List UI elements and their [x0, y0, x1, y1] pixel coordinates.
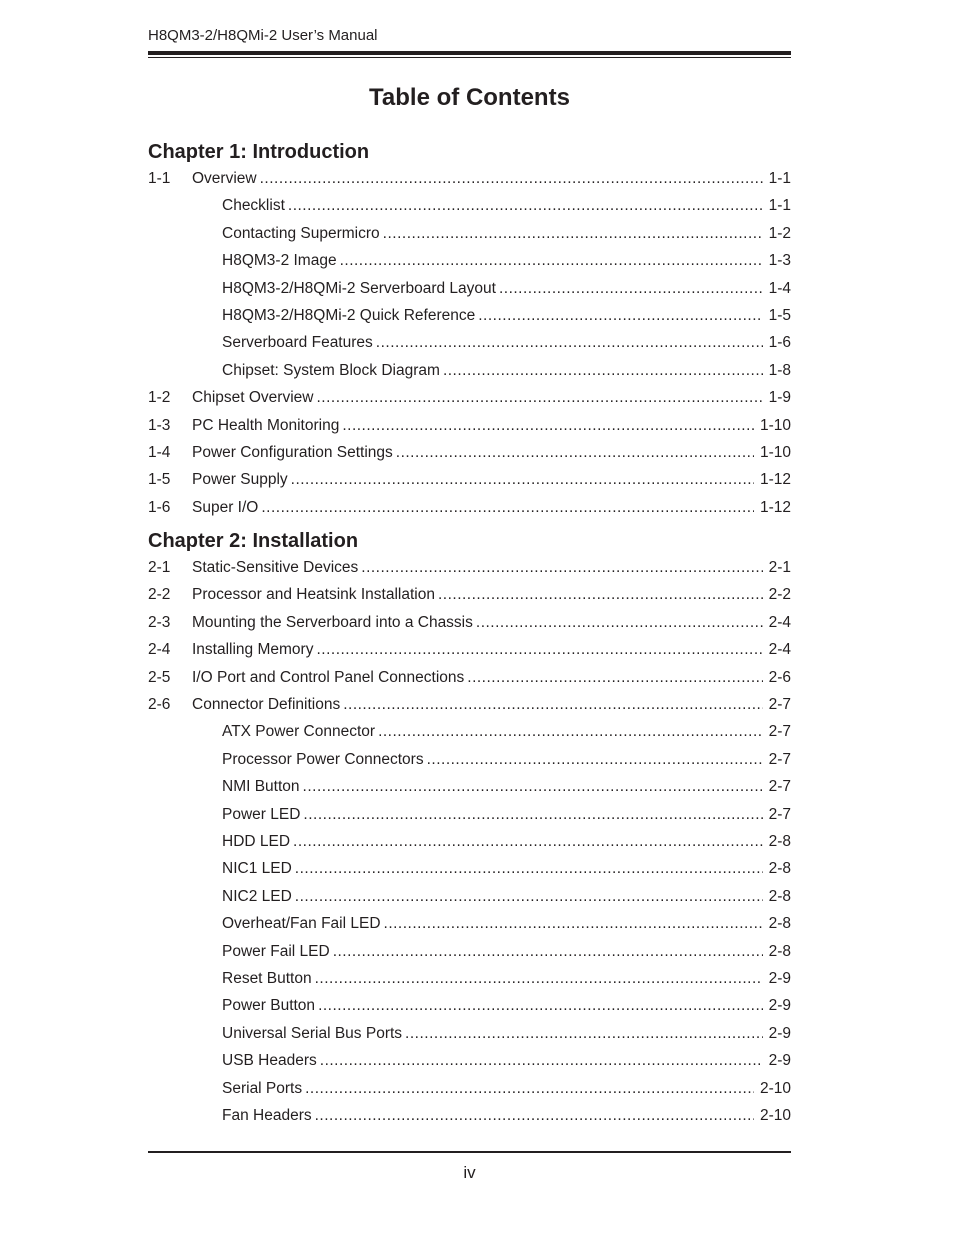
toc-subsection-entry[interactable] [148, 915, 791, 939]
toc-section-entry[interactable] [148, 614, 791, 638]
entry-label: H8QM3-2/H8QMi-2 Quick Reference [222, 307, 476, 324]
page-title: Table of Contents [369, 84, 570, 111]
section-number: 1-6 [148, 498, 171, 516]
header-rule-thin [148, 57, 791, 58]
toc-section-entry[interactable] [148, 696, 791, 720]
entry-page-ref: 1-12 [759, 498, 791, 516]
dot-leader [318, 997, 763, 1015]
dot-leader [288, 197, 763, 215]
entry-page-ref: 1-8 [768, 361, 791, 379]
toc-subsection-entry[interactable] [148, 997, 791, 1021]
entry-page-ref: 2-6 [768, 668, 791, 686]
entry-page-ref: 1-9 [768, 389, 791, 407]
entry-page-ref: 2-2 [768, 586, 791, 604]
entry-page-ref: 1-3 [768, 252, 791, 270]
dot-leader [295, 888, 763, 906]
section-number: 2-2 [148, 586, 171, 604]
dot-leader [396, 444, 754, 462]
entry-label: Connector Definitions [192, 696, 341, 713]
dot-leader [499, 280, 763, 298]
entry-page-ref: 1-10 [759, 416, 791, 434]
toc-section-entry[interactable] [148, 471, 791, 495]
entry-page-ref: 2-1 [768, 559, 791, 576]
toc-subsection-entry[interactable] [148, 1025, 791, 1049]
toc-section-entry[interactable] [148, 499, 791, 523]
toc-section-entry[interactable] [148, 170, 791, 194]
toc-subsection-entry[interactable] [148, 252, 791, 276]
entry-page-ref: 2-4 [768, 613, 791, 631]
entry-label: USB Headers [222, 1052, 317, 1070]
toc-section-entry[interactable] [148, 417, 791, 441]
toc-subsection-entry[interactable] [148, 970, 791, 994]
entry-label: Super I/O [192, 498, 259, 516]
toc-subsection-entry[interactable] [148, 778, 791, 802]
entry-page-ref: 2-4 [768, 641, 791, 659]
dot-leader [467, 669, 762, 687]
header-rule-thick [148, 51, 791, 55]
toc-section-entry[interactable] [148, 586, 791, 610]
dot-leader [315, 970, 763, 988]
entry-label: I/O Port and Control Panel Connections [192, 668, 465, 686]
dot-leader [261, 499, 754, 517]
entry-page-ref: 1-6 [768, 334, 791, 352]
entry-label: Power Configuration Settings [192, 444, 393, 461]
toc-section-entry[interactable] [148, 389, 791, 413]
section-number: 2-3 [148, 613, 171, 631]
dot-leader [293, 833, 763, 851]
dot-leader [405, 1025, 763, 1043]
toc-subsection-entry[interactable] [148, 751, 791, 775]
dot-leader [343, 696, 762, 714]
entry-label: NMI Button [222, 778, 300, 796]
dot-leader [303, 778, 763, 796]
dot-leader [340, 252, 763, 270]
entry-label: Serverboard Features [222, 334, 373, 352]
entry-label: Chipset Overview [192, 389, 314, 407]
dot-leader [378, 723, 763, 741]
dot-leader [376, 334, 763, 352]
toc-section-entry[interactable] [148, 444, 791, 468]
dot-leader [478, 307, 762, 325]
dot-leader [443, 362, 763, 380]
entry-page-ref: 2-10 [759, 1079, 791, 1097]
toc-section-entry[interactable] [148, 669, 791, 693]
entry-label: Power Supply [192, 471, 288, 489]
entry-label: HDD LED [222, 833, 291, 850]
dot-leader [361, 559, 762, 577]
toc-subsection-entry[interactable] [148, 943, 791, 967]
entry-label: Contacting Supermicro [222, 224, 380, 242]
toc-subsection-entry[interactable] [148, 1107, 791, 1131]
entry-label: Overview [192, 170, 257, 187]
entry-label: NIC1 LED [222, 860, 292, 878]
dot-leader [383, 225, 763, 243]
entry-label: Chipset: System Block Diagram [222, 361, 440, 379]
dot-leader [333, 943, 763, 961]
toc-subsection-entry[interactable] [148, 197, 791, 221]
toc-subsection-entry[interactable] [148, 723, 791, 747]
toc-subsection-entry[interactable] [148, 888, 791, 912]
entry-page-ref: 2-8 [768, 942, 791, 960]
dot-leader [384, 915, 763, 933]
entry-label: H8QM3-2 Image [222, 252, 337, 270]
section-number: 2-4 [148, 641, 171, 659]
entry-page-ref: 2-7 [768, 750, 791, 768]
toc-subsection-entry[interactable] [148, 833, 791, 857]
entry-page-ref: 1-10 [759, 444, 791, 461]
toc-subsection-entry[interactable] [148, 806, 791, 830]
manual-page [148, 0, 791, 1235]
entry-page-ref: 2-8 [768, 915, 791, 933]
entry-label: Mounting the Serverboard into a Chassis [192, 613, 473, 631]
toc-subsection-entry[interactable] [148, 225, 791, 249]
dot-leader [342, 417, 754, 435]
entry-page-ref: 1-12 [759, 471, 791, 489]
entry-page-ref: 1-1 [768, 170, 791, 187]
entry-page-ref: 1-2 [768, 224, 791, 242]
entry-page-ref: 2-8 [768, 887, 791, 905]
entry-page-ref: 2-10 [759, 1107, 791, 1124]
entry-label: Fan Headers [222, 1107, 312, 1124]
section-number: 1-1 [148, 170, 171, 187]
toc-subsection-entry[interactable] [148, 307, 791, 331]
entry-label: Power LED [222, 805, 301, 823]
toc-subsection-entry[interactable] [148, 280, 791, 304]
entry-label: H8QM3-2/H8QMi-2 Serverboard Layout [222, 279, 496, 297]
chapter-heading: Chapter 2: Installation [148, 530, 359, 552]
dot-leader [320, 1052, 763, 1070]
section-number: 1-4 [148, 444, 171, 461]
toc-subsection-entry[interactable] [148, 860, 791, 884]
running-header: H8QM3-2/H8QMi-2 User’s Manual [148, 27, 378, 44]
dot-leader [305, 1080, 754, 1098]
dot-leader [291, 471, 754, 489]
entry-label: Checklist [222, 197, 285, 215]
entry-label: PC Health Monitoring [192, 416, 340, 434]
section-number: 1-3 [148, 416, 171, 434]
entry-label: Universal Serial Bus Ports [222, 1024, 403, 1042]
entry-label: Power Button [222, 997, 316, 1015]
entry-page-ref: 2-7 [768, 723, 791, 741]
footer-rule [148, 1151, 791, 1153]
dot-leader [438, 586, 763, 604]
entry-label: Serial Ports [222, 1079, 303, 1097]
section-number: 1-2 [148, 389, 171, 407]
entry-page-ref: 2-9 [768, 997, 791, 1015]
entry-page-ref: 1-4 [768, 279, 791, 297]
dot-leader [260, 170, 763, 188]
toc-subsection-entry[interactable] [148, 334, 791, 358]
entry-page-ref: 1-5 [768, 307, 791, 324]
section-number: 1-5 [148, 471, 171, 489]
entry-page-ref: 2-7 [768, 696, 791, 713]
section-number: 2-1 [148, 559, 171, 576]
entry-label: Static-Sensitive Devices [192, 559, 359, 576]
toc-section-entry[interactable] [148, 641, 791, 665]
entry-label: NIC2 LED [222, 887, 292, 905]
entry-page-ref: 2-9 [768, 1024, 791, 1042]
entry-page-ref: 2-8 [768, 833, 791, 850]
toc-subsection-entry[interactable] [148, 362, 791, 386]
toc-subsection-entry[interactable] [148, 1052, 791, 1076]
chapter-heading: Chapter 1: Introduction [148, 141, 370, 163]
entry-label: Overheat/Fan Fail LED [222, 915, 381, 933]
entry-page-ref: 2-7 [768, 805, 791, 823]
dot-leader [315, 1107, 754, 1125]
dot-leader [316, 641, 762, 659]
dot-leader [476, 614, 763, 632]
entry-page-ref: 2-8 [768, 860, 791, 878]
entry-label: Installing Memory [192, 641, 314, 659]
toc-subsection-entry[interactable] [148, 1080, 791, 1104]
entry-label: Processor Power Connectors [222, 750, 424, 768]
dot-leader [295, 860, 763, 878]
dot-leader [427, 751, 763, 769]
entry-label: Processor and Heatsink Installation [192, 586, 435, 604]
dot-leader [303, 806, 762, 824]
entry-label: Power Fail LED [222, 942, 330, 960]
section-number: 2-6 [148, 696, 171, 713]
entry-page-ref: 1-1 [768, 197, 791, 215]
toc-section-entry[interactable] [148, 559, 791, 583]
dot-leader [316, 389, 762, 407]
entry-label: Reset Button [222, 970, 312, 987]
entry-page-ref: 2-9 [768, 970, 791, 987]
section-number: 2-5 [148, 668, 171, 686]
page-number: iv [463, 1163, 476, 1182]
entry-page-ref: 2-9 [768, 1052, 791, 1070]
entry-page-ref: 2-7 [768, 778, 791, 796]
entry-label: ATX Power Connector [222, 723, 376, 741]
